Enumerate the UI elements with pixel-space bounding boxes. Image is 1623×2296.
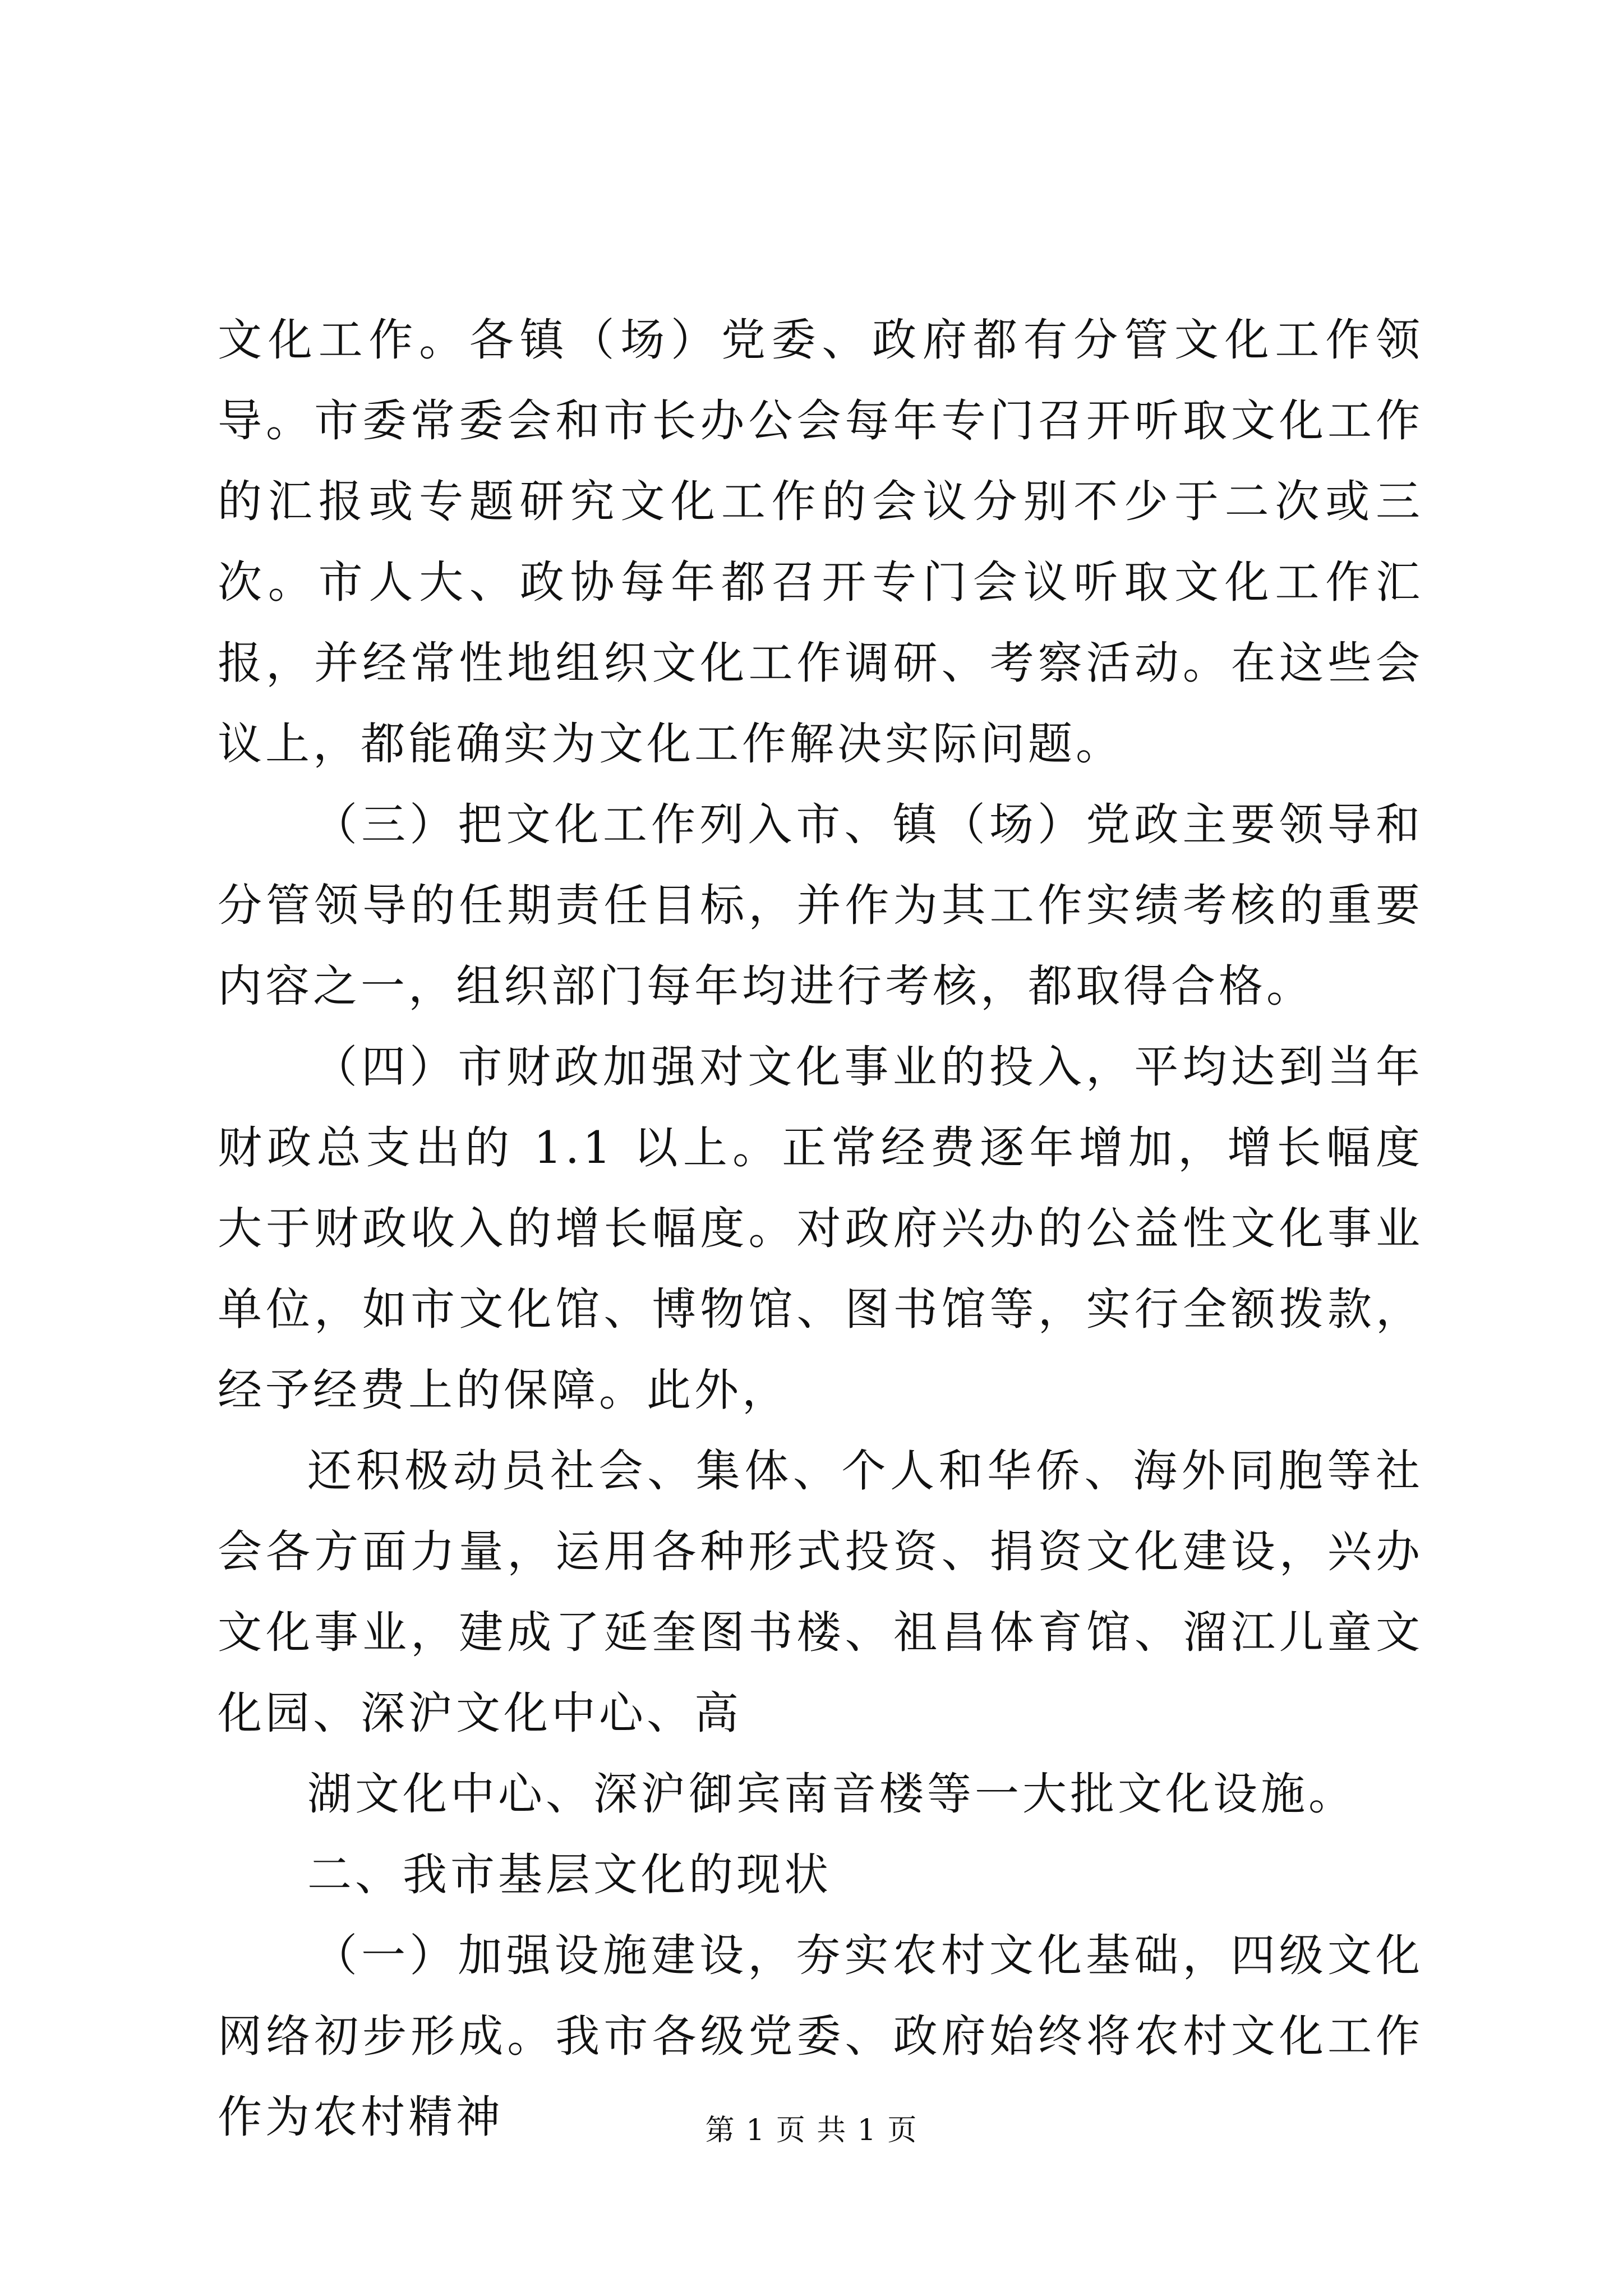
paragraph-4: 还积极动员社会、集体、个人和华侨、海外同胞等社会各方面力量，运用各种形式投资、捐资文化建设，兴办文化事业，建成了延奎图书楼、祖昌体育馆、溜江儿童文化园、深沪文化中心、高 [218,1445,1423,1739]
paragraph-5: 湖文化中心、深沪御宾南音楼等一大批文化设施。 [307,1768,1356,1820]
paragraph-3: （四）市财政加强对文化事业的投入，平均达到当年财政总支出的 1.1 以上。正常经费逐年增加，增长幅度大于财政收入的增长幅度。对政府兴办的公益性文化事业单位，如市文化馆、博物馆、图书馆等，实行全额拨款，经予经费上的保障。此外， [218,1041,1423,1416]
section-heading: 二、我市基层文化的现状 [307,1849,832,1901]
paragraph-6: （一）加强设施建设，夯实农村文化基础，四级文化网络初步形成。我市各级党委、政府始终将农村文化工作作为农村精神 [218,1930,1423,2143]
page-footer: 第 1 页 共 1 页 [705,2114,918,2147]
document-body [218,300,1423,2157]
paragraph-1: 文化工作。各镇（场）党委、政府都有分管文化工作领导。市委常委会和市长办公会每年专门召开听取文化工作的汇报或专题研究文化工作的会议分别不少于二次或三次。市人大、政协每年都召开专门会议听取文化工作汇报，并经常性地组织文化工作调研、考察活动。在这些会议上，都能确实为文化工作解决实际问题。 [218,314,1423,770]
paragraph-2: （三）把文化工作列入市、镇（场）党政主要领导和分管领导的任期责任目标，并作为其工作实绩考核的重要内容之一，组织部门每年均进行考核，都取得合格。 [218,799,1423,1012]
